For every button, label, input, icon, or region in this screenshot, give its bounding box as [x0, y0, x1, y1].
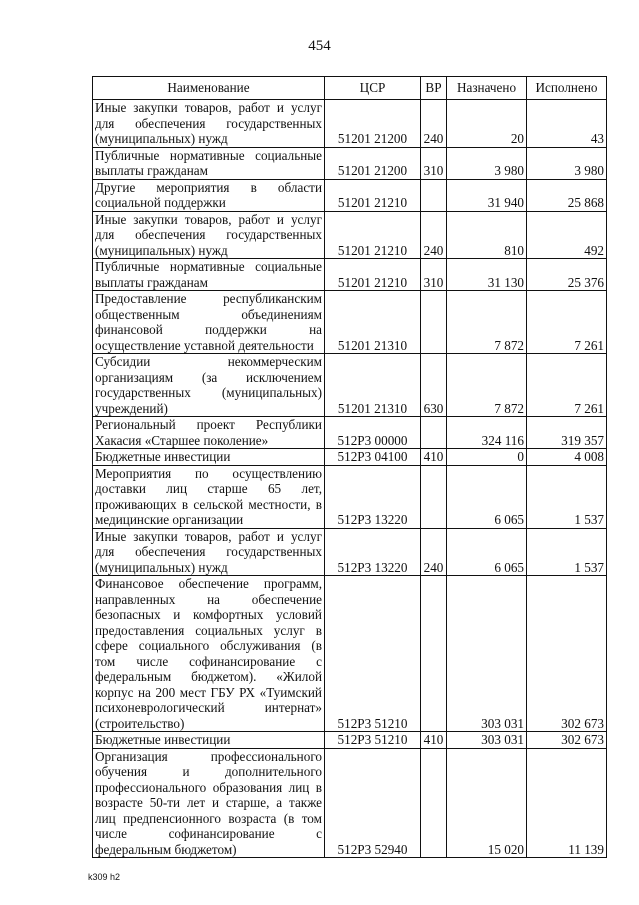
row-name: Публичные нормативные социальные выплаты гражданам: [93, 259, 325, 291]
row-vr: 240: [421, 211, 447, 259]
row-executed: 7 261: [527, 291, 607, 354]
row-vr: [421, 465, 447, 528]
row-vr: 630: [421, 354, 447, 417]
row-vr: 240: [421, 100, 447, 148]
row-name: Иные закупки товаров, работ и услуг для обеспечения государственных (муниципальных) нужд: [93, 211, 325, 259]
row-csr: 51201 21210: [325, 211, 421, 259]
row-executed: 43: [527, 100, 607, 148]
row-csr: 51201 21310: [325, 291, 421, 354]
row-executed: 3 980: [527, 147, 607, 179]
row-name: Региональный проект Республики Хакасия «Старшее поколение»: [93, 417, 325, 449]
row-vr: [421, 748, 447, 858]
header-executed: Исполнено: [527, 77, 607, 100]
row-csr: 51201 21210: [325, 179, 421, 211]
row-assigned: 0: [447, 449, 527, 466]
row-assigned: 31 130: [447, 259, 527, 291]
budget-table: [92, 76, 607, 858]
row-assigned: 7 872: [447, 354, 527, 417]
row-assigned: 20: [447, 100, 527, 148]
row-csr: 512P3 13220: [325, 465, 421, 528]
row-csr: 51201 21310: [325, 354, 421, 417]
row-vr: 310: [421, 259, 447, 291]
table-row: [93, 576, 607, 732]
row-csr: 51201 21200: [325, 100, 421, 148]
page-number: 454: [308, 38, 331, 54]
table-row: [93, 449, 607, 466]
row-assigned: 31 940: [447, 179, 527, 211]
row-vr: [421, 291, 447, 354]
row-name: Мероприятия по осуществлению доставки лиц старше 65 лет, проживающих в сельской местности, в медицинские организации: [93, 465, 325, 528]
row-csr: 512P3 51210: [325, 576, 421, 732]
table-row: [93, 748, 607, 858]
table-row: [93, 259, 607, 291]
row-vr: [421, 417, 447, 449]
row-csr: 512P3 13220: [325, 528, 421, 576]
row-csr: 51201 21210: [325, 259, 421, 291]
table-row: [93, 100, 607, 148]
header-assigned: Назначено: [447, 77, 527, 100]
table-row: [93, 354, 607, 417]
row-assigned: 810: [447, 211, 527, 259]
row-assigned: 303 031: [447, 732, 527, 749]
row-csr: 512P3 00000: [325, 417, 421, 449]
row-name: Организация профессионального обучения и дополнительного профессионального образования лиц в возрасте 50-ти лет и старше, а также лиц предпенсионного возраста (в том числе софинансирование с федеральным бюджетом): [93, 748, 325, 858]
row-name: Субсидии некоммерческим организациям (за исключением государственных (муниципальных) учреждений): [93, 354, 325, 417]
row-executed: 1 537: [527, 528, 607, 576]
row-executed: 11 139: [527, 748, 607, 858]
table-row: [93, 147, 607, 179]
table-row: [93, 291, 607, 354]
row-csr: 512P3 51210: [325, 732, 421, 749]
row-name: Другие мероприятия в области социальной поддержки: [93, 179, 325, 211]
row-csr: 512P3 52940: [325, 748, 421, 858]
row-csr: 51201 21200: [325, 147, 421, 179]
row-executed: 7 261: [527, 354, 607, 417]
table-row: [93, 417, 607, 449]
row-vr: 410: [421, 732, 447, 749]
table-row: [93, 732, 607, 749]
row-vr: 310: [421, 147, 447, 179]
row-vr: 240: [421, 528, 447, 576]
header-csr: ЦСР: [325, 77, 421, 100]
row-executed: 492: [527, 211, 607, 259]
row-executed: 4 008: [527, 449, 607, 466]
table-row: [93, 211, 607, 259]
header-row: [93, 77, 607, 100]
row-vr: 410: [421, 449, 447, 466]
row-vr: [421, 576, 447, 732]
footer-code: k309 h2: [88, 872, 121, 882]
row-executed: 302 673: [527, 732, 607, 749]
row-name: Бюджетные инвестиции: [93, 449, 325, 466]
row-executed: 1 537: [527, 465, 607, 528]
table-row: [93, 179, 607, 211]
row-executed: 25 868: [527, 179, 607, 211]
row-vr: [421, 179, 447, 211]
row-assigned: 324 116: [447, 417, 527, 449]
row-executed: 302 673: [527, 576, 607, 732]
row-assigned: 15 020: [447, 748, 527, 858]
row-name: Бюджетные инвестиции: [93, 732, 325, 749]
row-name: Иные закупки товаров, работ и услуг для обеспечения государственных (муниципальных) нужд: [93, 528, 325, 576]
row-executed: 25 376: [527, 259, 607, 291]
table-row: [93, 465, 607, 528]
row-name: Предоставление республиканским общественным объединениям финансовой поддержки на осуществление уставной деятельности: [93, 291, 325, 354]
row-name: Финансовое обеспечение программ, направленных на обеспечение безопасных и комфортных условий предоставления социальных услуг в сфере социального обслуживания (в том числе софинансирование с федеральным бюджетом). «Жилой корпус на 200 мест ГБУ РХ «Туимский психоневрологический интернат» (строительство): [93, 576, 325, 732]
header-vr: ВР: [421, 77, 447, 100]
row-assigned: 6 065: [447, 465, 527, 528]
row-name: Публичные нормативные социальные выплаты гражданам: [93, 147, 325, 179]
row-csr: 512P3 04100: [325, 449, 421, 466]
row-assigned: 303 031: [447, 576, 527, 732]
row-name: Иные закупки товаров, работ и услуг для обеспечения государственных (муниципальных) нужд: [93, 100, 325, 148]
header-name: Наименование: [93, 77, 325, 100]
table-row: [93, 528, 607, 576]
row-executed: 319 357: [527, 417, 607, 449]
row-assigned: 7 872: [447, 291, 527, 354]
row-assigned: 3 980: [447, 147, 527, 179]
row-assigned: 6 065: [447, 528, 527, 576]
